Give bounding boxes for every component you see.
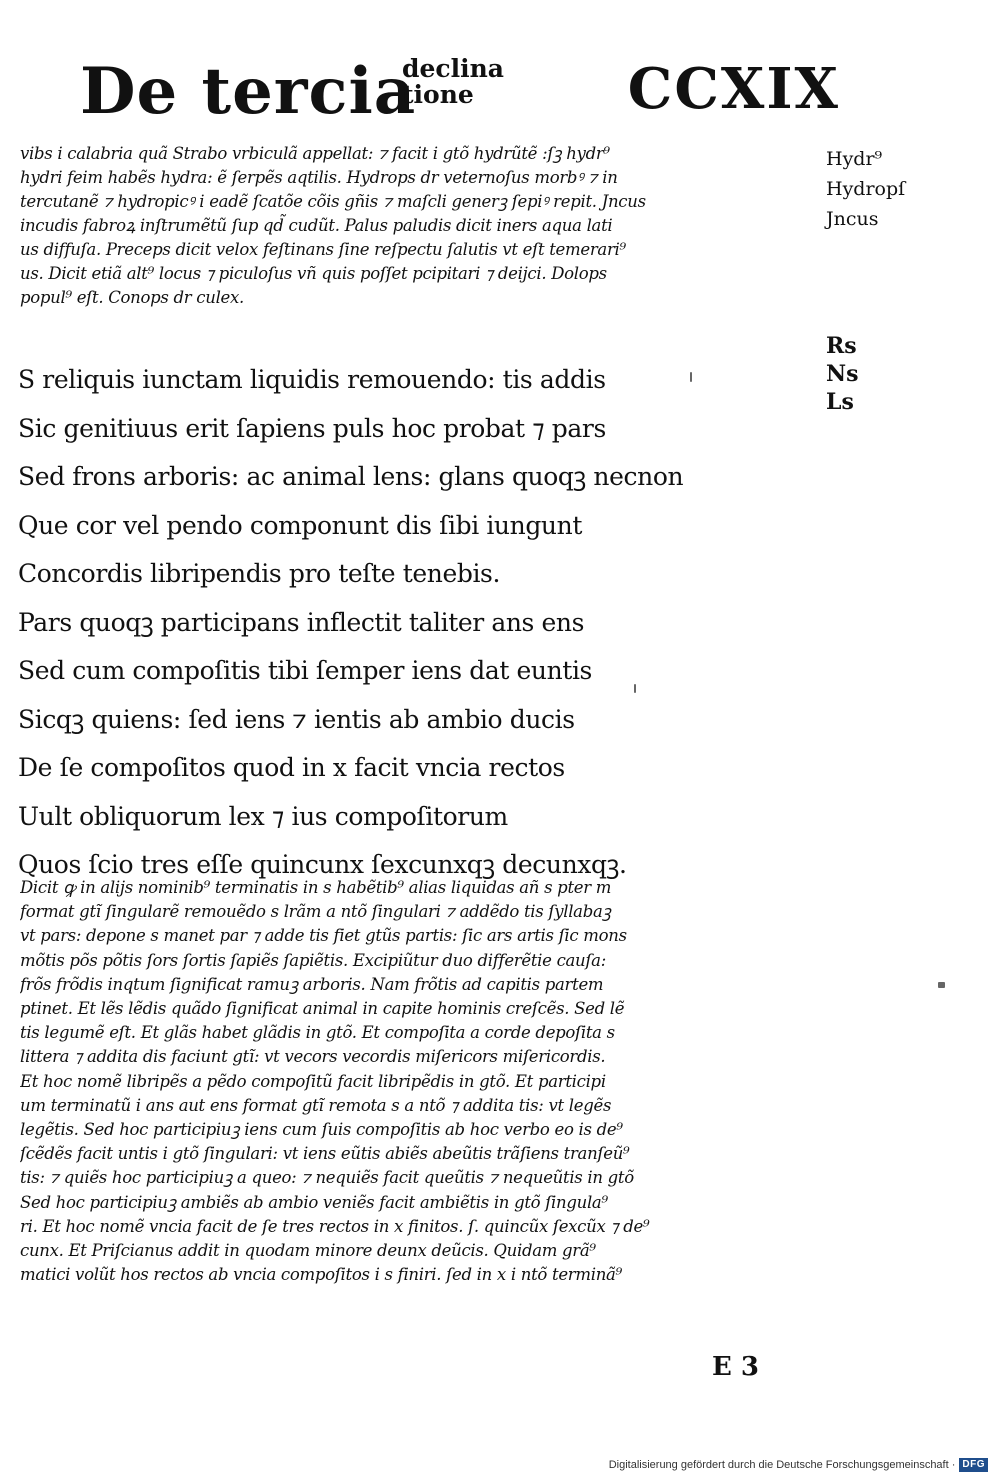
commentary-top xyxy=(20,142,820,310)
commentary-line: matici volũt hos rectos ab vncia compoſitos i s finiri. ſed in x i ntõ terminã⁹ xyxy=(20,1265,622,1285)
commentary-line: Et hoc nomẽ libripẽs a pẽdo compoſitũ facit libripẽdis in gtõ. Et participi xyxy=(20,1071,606,1091)
margin-note: Hydr⁹ xyxy=(826,148,883,170)
commentary-line: incudis fabroꝝ inſtrumẽtũ ſup qd̃ cudũt. Palus paludis dicit iners aqua lati xyxy=(20,216,613,235)
running-head-subtitle-line-1: declina xyxy=(402,54,504,83)
commentary-line: legẽtis. Sed hoc participiuꝫ iens cum ſuis compoſitis ab hoc verbo eo is de⁹ xyxy=(20,1120,623,1140)
folio-number: CCXIX xyxy=(627,56,840,122)
commentary-line: mõtis põs põtis ſors ſortis ſapiẽs ſapiẽtis. Excipiũtur duo differẽtie cauſa: xyxy=(20,950,606,970)
commentary-line: tis: ⁊ quiẽs hoc participiuꝫ a queo: ⁊ nequiẽs facit queũtis ⁊ nequeũtis in gtõ xyxy=(20,1168,634,1188)
commentary-line: frõs frõdis inqtum ſignificat ramuꝫ arboris. Nam frõtis ad capitis partem xyxy=(20,974,604,994)
margin-note: Ls xyxy=(826,389,854,415)
commentary-line: Sed hoc participiuꝫ ambiẽs ab ambio veniẽs facit ambiẽtis in gtõ ſingula⁹ xyxy=(20,1192,608,1212)
commentary-line: ptinet. Et lẽs lẽdis quãdo ſignificat animal in capite hominis creſcẽs. Sed lẽ xyxy=(20,999,625,1019)
commentary-bottom xyxy=(20,876,820,1287)
commentary-line: us diffuſa. Preceps dicit velox feſtinans ſine reſpectu ſalutis vt eſt temerari⁹ xyxy=(20,240,626,259)
verse-line: Pars quoqꝫ participans inflectit taliter ans ens xyxy=(18,607,585,637)
dfg-logo: DFG xyxy=(959,1458,988,1472)
paper-speck xyxy=(690,372,692,382)
paper-speck xyxy=(938,982,945,988)
verse-line: S reliquis iunctam liquidis remouendo: tis addis xyxy=(18,365,606,394)
commentary-line: Dicit ꝙ in alijs nominib⁹ terminatis in s habẽtib⁹ alias liquidas añ s pter m xyxy=(20,878,612,897)
margin-note: Rs xyxy=(826,333,857,359)
funding-credit: Digitalisierung gefördert durch die Deutsche Forschungsgemeinschaft · xyxy=(608,1459,956,1471)
verse-text xyxy=(18,356,738,890)
commentary-line: us. Dicit etiã alt⁹ locus ⁊ piculoſus vñ quis poſſet pcipitari ⁊ deijci. Dolops xyxy=(20,264,607,283)
verse-line: Uult obliquorum lex ⁊ ius compoſitorum xyxy=(18,801,508,831)
margin-note: Ns xyxy=(826,361,859,387)
signature-mark: E 3 xyxy=(712,1352,759,1382)
commentary-line: vibs i calabria quã Strabo vrbiculã appellat: ⁊ facit i gtõ hydrũtẽ :ſꝫ hydr⁹ xyxy=(20,144,610,163)
paper-speck xyxy=(634,684,636,693)
commentary-line: cunx. Et Priſcianus addit in quodam minore deunx deũcis. Quidam grã⁹ xyxy=(20,1241,596,1261)
verse-line: Quos ſcio tres eſſe quincunx ſexcunxqꝫ decunxqꝫ. xyxy=(18,850,627,879)
commentary-line: ſcẽdẽs facit untis i gtõ ſingulari: vt iens eũtis abiẽs abeũtis trãſiens tranſeũ⁹ xyxy=(20,1144,630,1164)
verse-line: Sicqꝫ quiens: ſed iens ⁊ ientis ab ambio ducis xyxy=(18,704,575,734)
verse-line: Sic genitiuus erit ſapiens puls hoc probat ⁊ pars xyxy=(18,413,606,443)
running-head-title: De tercia xyxy=(80,54,417,129)
margin-notes-top xyxy=(826,144,996,234)
commentary-line: um terminatũ i ans aut ens format gtĩ remota s a ntõ ⁊ addita tis: vt legẽs xyxy=(20,1095,612,1115)
commentary-line: format gtĩ ſingularẽ remouẽdo s lrãm a ntõ ſingulari ⁊ addẽdo tis ſyllabaꝫ xyxy=(20,902,611,922)
commentary-line: ri. Et hoc nomẽ vncia facit de ſe tres rectos in x finitos. ſ. quincũx ſexcũx ⁊ de⁹ xyxy=(20,1216,650,1236)
margin-notes-verse xyxy=(826,332,906,416)
verse-line: Sed cum compoſitis tibi ſemper iens dat euntis xyxy=(18,656,592,685)
commentary-line: tis legumẽ eſt. Et glãs habet glãdis in gtõ. Et compoſita a corde depoſita s xyxy=(20,1023,615,1043)
margin-note: Hydropſ xyxy=(826,178,906,200)
commentary-line: vt pars: depone s manet par ⁊ adde tis fiet gtũs partis: ſic ars artis ſic mons xyxy=(20,926,627,946)
commentary-line: hydri feim habẽs hydra: ẽ ſerpẽs aqtilis. Hydrops dr veternoſus morbꝰ ⁊ in xyxy=(20,168,618,187)
verse-line: Concordis libripendis pro teſte tenebis. xyxy=(18,559,501,588)
running-head-subtitle xyxy=(402,56,504,108)
verse-line: Que cor vel pendo componunt dis ſibi iungunt xyxy=(18,510,582,540)
commentary-line: littera ⁊ addita dis faciunt gtĩ: vt vecors vecordis miſericors miſericordis. xyxy=(20,1047,606,1067)
running-head-subtitle-line-2: tione xyxy=(402,80,474,109)
digitization-footer xyxy=(609,1456,988,1474)
verse-line: De ſe compoſitos quod in x facit vncia rectos xyxy=(18,753,565,782)
commentary-line: tercutanẽ ⁊ hydropicꝰ i eadẽ ſcatõe cõis gñis ⁊ maſcli generꝫ ſepiꝰ repit. Jncus xyxy=(20,192,646,211)
verse-line: Sed frons arboris: ac animal lens: glans quoqꝫ necnon xyxy=(18,462,684,491)
margin-note: Jncus xyxy=(826,208,879,230)
commentary-line: popul⁹ eſt. Conops dr culex. xyxy=(20,288,244,307)
running-head xyxy=(80,50,840,140)
